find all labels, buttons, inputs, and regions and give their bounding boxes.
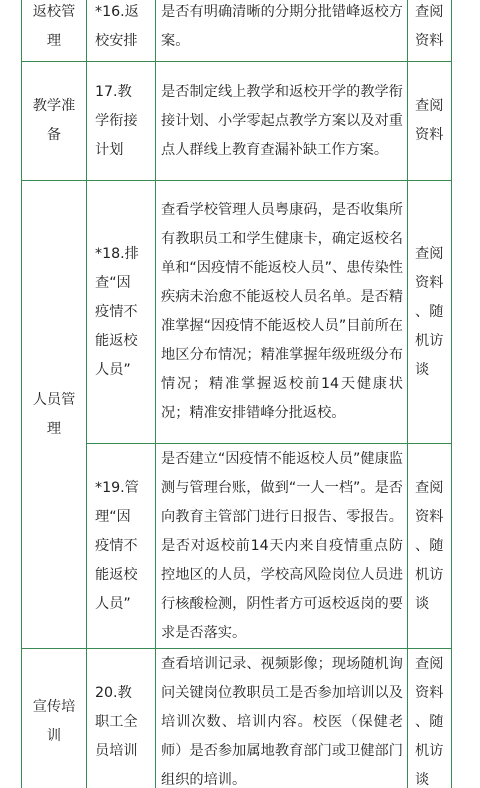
- method-cell: [408, 181, 452, 444]
- category-text: 宣传培 训: [32, 699, 76, 744]
- table-row: [22, 444, 452, 649]
- table-row: [22, 181, 452, 444]
- item-cell: [87, 0, 156, 62]
- table-row: [22, 62, 452, 181]
- method-cell: [408, 649, 452, 788]
- table-row: [22, 649, 452, 788]
- category-text: 人员管 理: [32, 391, 76, 437]
- requirement-text: 是否有明确清晰的分期分批错峰返校方案。: [161, 4, 403, 49]
- category-cell: [22, 0, 87, 62]
- method-text: 查阅 资料 、随 机访 谈: [415, 245, 444, 378]
- method-text: 查阅 资料 、随 机访 谈: [415, 655, 444, 788]
- item-text: *18.排 查“因 疫情不 能返校 人员”: [95, 245, 139, 378]
- item-cell: [87, 649, 156, 788]
- table-row: [22, 0, 452, 62]
- category-cell: [22, 62, 87, 181]
- requirement-text: 查看学校管理人员粤康码，是否收集所有教职员工和学生健康卡，确定返校名单和“因疫情不能返校人员”、患传染性疾病未治愈不能返校人员名单。是否精准掌握“因疫情不能返校人员”目前所在地区分布情况；精准掌握年级班级分布情况；精准掌握返校前14天健康状况；精准安排错峰分批返校。: [161, 202, 403, 421]
- method-text: 查阅 资料 、随 机访 谈: [415, 479, 444, 612]
- method-cell: [408, 62, 452, 181]
- inspection-table: [21, 0, 452, 788]
- category-text: 教学准 备: [32, 98, 76, 143]
- item-text: *16.返 校安排: [95, 4, 139, 49]
- item-cell: [87, 62, 156, 181]
- method-cell: [408, 444, 452, 649]
- requirement-cell: [156, 444, 408, 649]
- requirement-cell: [156, 649, 408, 788]
- item-text: 20.教 职工全 员培训: [95, 684, 138, 759]
- method-text: 查阅 资料: [415, 98, 444, 143]
- requirement-cell: [156, 62, 408, 181]
- requirement-text: 查看培训记录、视频影像；现场随机询问关键岗位教职员工是否参加培训以及培训次数、培训内容。校医（保健老师）是否参加属地教育部门或卫健部门组织的培训。: [161, 655, 403, 788]
- item-cell: [87, 181, 156, 444]
- method-text: 查阅 资料: [415, 4, 444, 49]
- category-cell: [22, 181, 87, 649]
- requirement-cell: [156, 0, 408, 62]
- requirement-text: 是否制定线上教学和返校开学的教学衔接计划、小学零起点教学方案以及对重点人群线上教育查漏补缺工作方案。: [161, 83, 403, 158]
- item-cell: [87, 444, 156, 649]
- category-cell: [22, 649, 87, 788]
- requirement-cell: [156, 181, 408, 444]
- category-text: 返校管 理: [32, 4, 76, 49]
- item-text: 17.教 学衔接 计划: [95, 83, 138, 158]
- item-text: *19.管 理“因 疫情不 能返校 人员”: [95, 479, 139, 612]
- requirement-text: 是否建立“因疫情不能返校人员”健康监测与管理台账，做到“一人一档”。是否向教育主管部门进行日报告、零报告。是否对返校前14天内来自疫情重点防控地区的人员，学校高风险岗位人员进行核酸检测，阴性者方可返校返岗的要求是否落实。: [161, 450, 403, 641]
- method-cell: [408, 0, 452, 62]
